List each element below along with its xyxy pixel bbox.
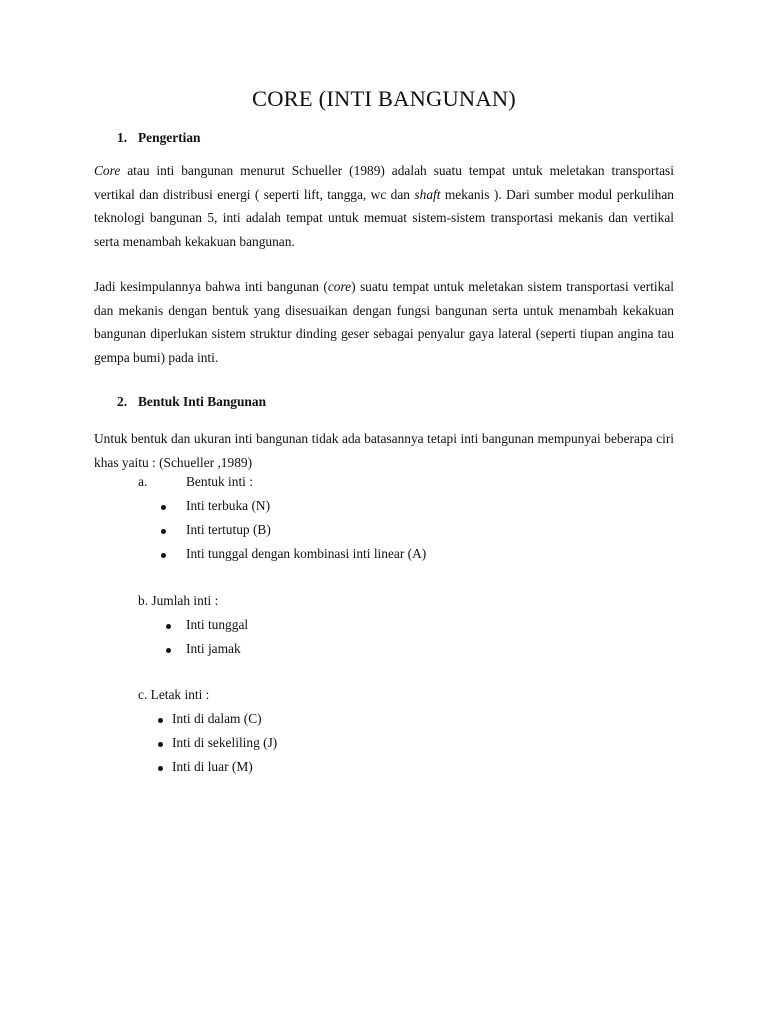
bullet-icon xyxy=(161,529,166,534)
paragraph-text: ) suatu tempat untuk meletakan sistem transportasi vertikal dan mekanis dengan bentuk yang disesuaikan dengan fungsi bangunan serta untuk menambah kekakuan bangunan diperlukan sistem struktur dinding geser sebagai penyalur gaya lateral (seperti tiupan angina tau gempa bumi) pada inti. xyxy=(94,279,675,365)
section-2-intro: Untuk bentuk dan ukuran inti bangunan tidak ada batasannya tetapi inti bangunan mempunyai beberapa ciri khas yaitu : (Schueller ,1989) xyxy=(94,431,674,470)
section-1-paragraph-1 xyxy=(94,159,674,253)
bullet-icon xyxy=(161,553,166,558)
section-1-paragraph-2 xyxy=(94,275,674,369)
list-item: Inti di dalam (C) xyxy=(172,711,262,726)
page-title: CORE (INTI BANGUNAN) xyxy=(252,86,516,111)
section-2-heading xyxy=(117,394,266,410)
list-item: Inti jamak xyxy=(186,641,241,656)
list-a-label: Bentuk inti : xyxy=(186,474,253,489)
list-item: Inti tunggal xyxy=(186,617,249,632)
list-item: Inti tertutup (B) xyxy=(186,522,271,537)
bullet-icon xyxy=(158,718,163,723)
list-a-marker: a. xyxy=(138,474,148,489)
list-b-label: b. Jumlah inti : xyxy=(138,593,219,608)
list-item: Inti di sekeliling (J) xyxy=(172,735,278,750)
paragraph-text: atau inti bangunan menurut Schueller (1989) adalah suatu tempat untuk meletakan transportasi vertikal dan distribusi energi ( seperti lift, tangga, wc dan xyxy=(94,163,674,202)
bullet-icon xyxy=(166,648,171,653)
list-c-label: c. Letak inti : xyxy=(138,687,210,702)
section-1-heading xyxy=(117,130,200,146)
bullet-icon xyxy=(158,766,163,771)
bullet-icon xyxy=(166,624,171,629)
section-2-number: 2. xyxy=(117,394,128,409)
section-1-number: 1. xyxy=(117,130,128,145)
list-item: Inti di luar (M) xyxy=(172,759,253,774)
section-1-title: Pengertian xyxy=(138,130,201,145)
paragraph-text: Jadi kesimpulannya bahwa inti bangunan ( xyxy=(94,279,328,294)
core-term: core xyxy=(327,279,352,294)
core-term: Core xyxy=(94,163,121,178)
list-item: Inti tunggal dengan kombinasi inti linear (A) xyxy=(186,546,427,561)
bullet-icon xyxy=(161,505,166,510)
shaft-term: shaft xyxy=(414,186,441,202)
paragraph-text: mekanis ). Dari sumber modul perkulihan teknologi bangunan 5, inti adalah tempat untuk memuat sistem-sistem transportasi mekanis dan vertikal serta menambah kekakuan bangunan. xyxy=(94,186,675,249)
section-2-title: Bentuk Inti Bangunan xyxy=(138,394,267,409)
bullet-icon xyxy=(158,742,163,747)
list-item: Inti terbuka (N) xyxy=(186,498,271,513)
